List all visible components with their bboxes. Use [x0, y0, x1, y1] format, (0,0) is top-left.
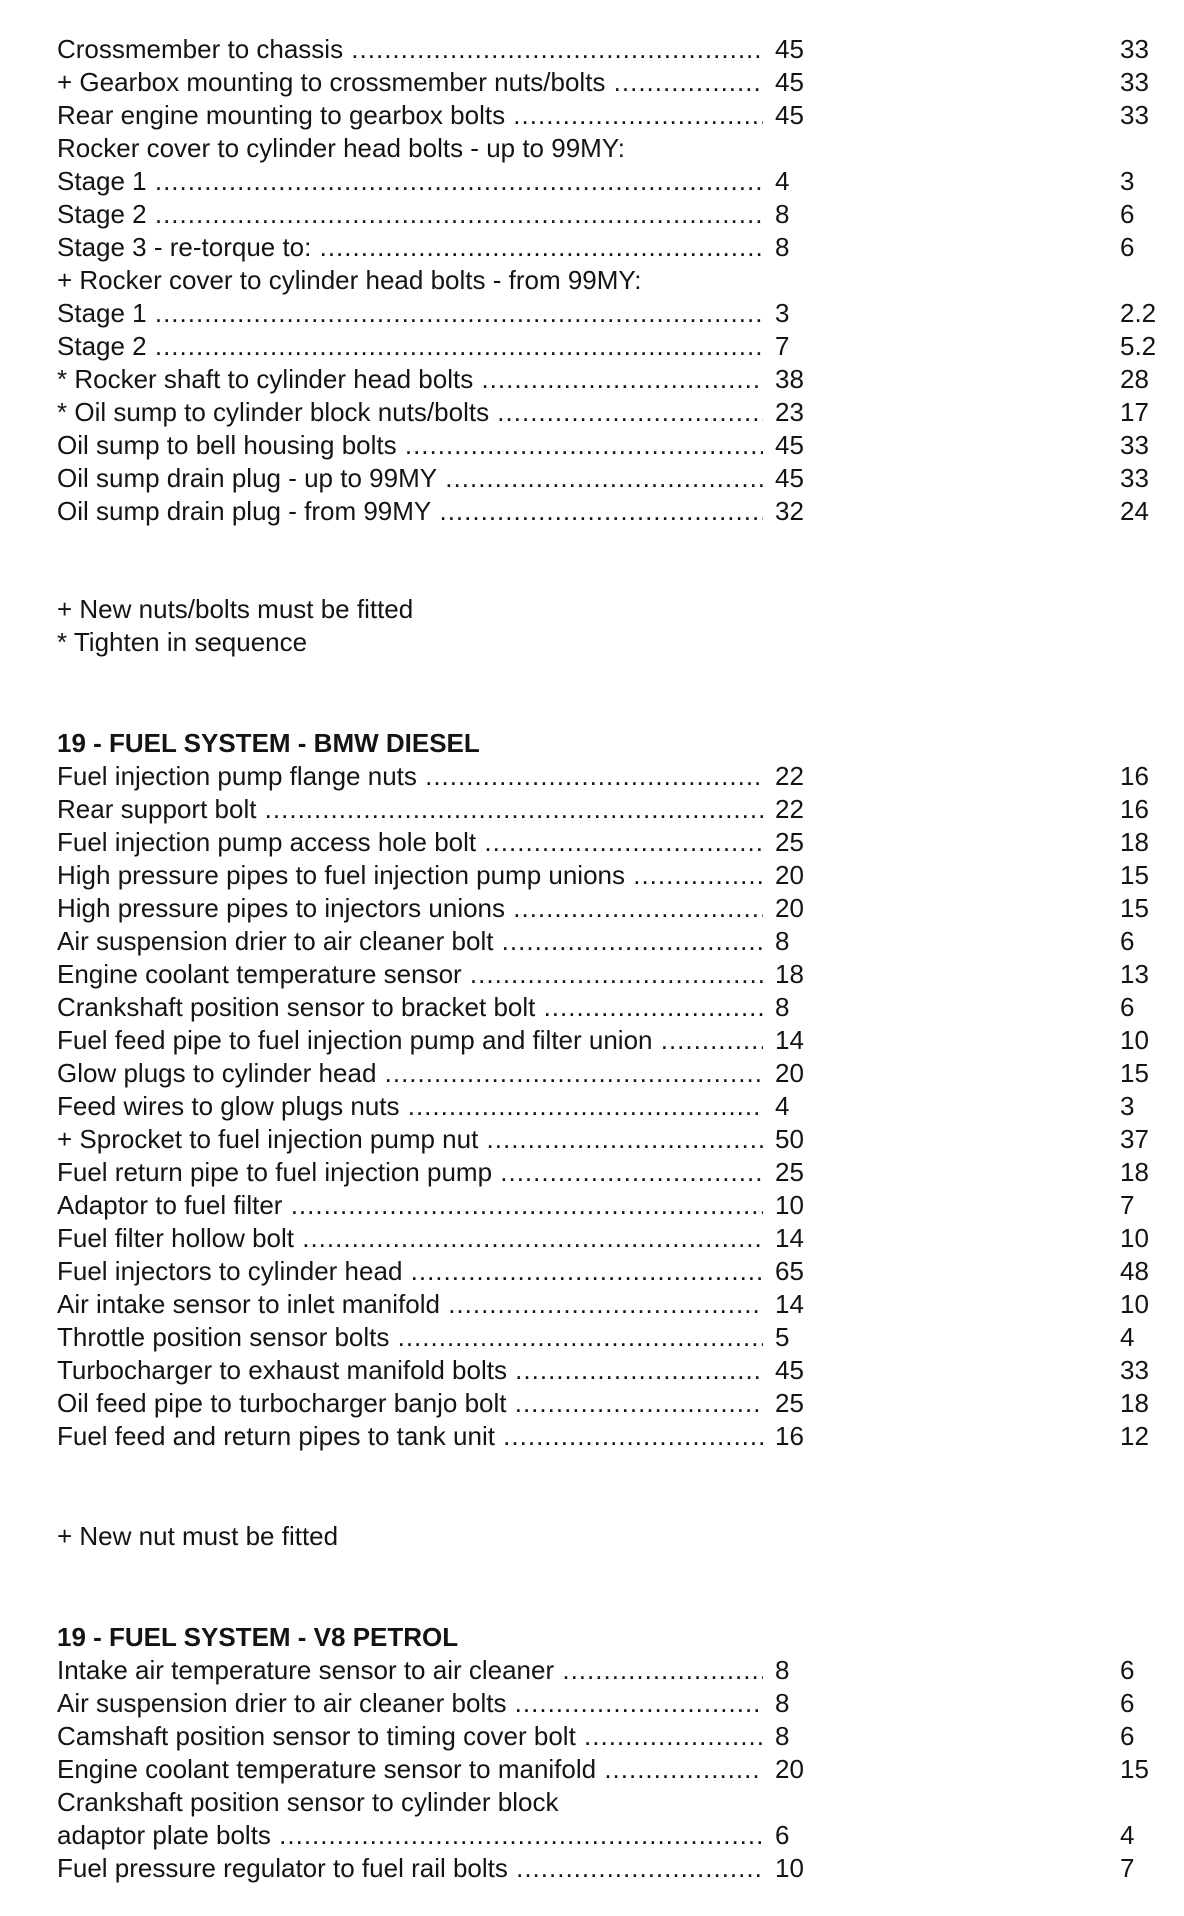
- torque-row: [57, 1024, 1157, 1057]
- torque-item-label: [57, 495, 763, 528]
- torque-value-nm: 8: [775, 1721, 790, 1751]
- torque-row: [57, 198, 1157, 231]
- torque-item-text: High pressure pipes to injectors unions: [57, 893, 506, 923]
- torque-value-nm: 45: [775, 67, 804, 97]
- torque-row: [57, 1387, 1157, 1420]
- torque-value-lbf: 37: [1120, 1124, 1149, 1154]
- torque-item-label: [57, 99, 763, 132]
- torque-item-text: + Gearbox mounting to crossmember nuts/bolts: [57, 67, 606, 97]
- torque-value-nm: 38: [775, 364, 804, 394]
- torque-row: [57, 363, 1157, 396]
- torque-item-label: [57, 1123, 763, 1156]
- torque-value-nm: 10: [775, 1190, 804, 1220]
- torque-row: [57, 826, 1157, 859]
- torque-value-nm: 23: [775, 397, 804, 427]
- torque-value-lbf: 6: [1120, 232, 1135, 262]
- torque-value-lbf: 6: [1120, 199, 1135, 229]
- torque-value-nm: 20: [775, 893, 804, 923]
- torque-item-text: Oil sump drain plug - from 99MY: [57, 496, 432, 526]
- torque-value-lbf: 28: [1120, 364, 1149, 394]
- torque-row: [57, 1420, 1157, 1453]
- torque-row: [57, 1123, 1157, 1156]
- torque-value-nm: 6: [775, 1820, 790, 1850]
- torque-item-label: [57, 66, 763, 99]
- torque-item-label: [57, 1852, 763, 1885]
- torque-item-text: Fuel injectors to cylinder head: [57, 1256, 403, 1286]
- torque-item-text: Rocker cover to cylinder head bolts - up to 99MY:: [57, 133, 625, 163]
- torque-item-text: Camshaft position sensor to timing cover bolt: [57, 1721, 576, 1751]
- torque-value-lbf: 33: [1120, 67, 1149, 97]
- torque-value-lbf: 4: [1120, 1322, 1135, 1352]
- torque-item-label: [57, 264, 763, 297]
- torque-row: [57, 1090, 1157, 1123]
- torque-item-label: [57, 1189, 763, 1222]
- torque-value-nm: 16: [775, 1421, 804, 1451]
- torque-value-nm: 14: [775, 1223, 804, 1253]
- torque-row: [57, 958, 1157, 991]
- torque-item-label: [57, 991, 763, 1024]
- torque-value-lbf: 16: [1120, 794, 1149, 824]
- torque-item-label: [57, 1819, 763, 1852]
- torque-item-label: [57, 826, 763, 859]
- torque-item-text: Throttle position sensor bolts: [57, 1322, 390, 1352]
- torque-item-text: Crossmember to chassis: [57, 34, 344, 64]
- torque-value-lbf: 6: [1120, 1721, 1135, 1751]
- torque-row: [57, 1720, 1157, 1753]
- torque-value-lbf: 13: [1120, 959, 1149, 989]
- torque-item-label: [57, 198, 763, 231]
- torque-value-nm: 3: [775, 298, 790, 328]
- torque-item-text: Fuel return pipe to fuel injection pump: [57, 1157, 493, 1187]
- torque-value-lbf: 12: [1120, 1421, 1149, 1451]
- torque-value-nm: 25: [775, 1388, 804, 1418]
- torque-item-label: [57, 1654, 763, 1687]
- torque-item-text: Stage 2: [57, 199, 147, 229]
- torque-row: [57, 264, 1157, 297]
- torque-item-label: [57, 1288, 763, 1321]
- torque-value-lbf: 7: [1120, 1190, 1135, 1220]
- torque-row: [57, 1288, 1157, 1321]
- torque-item-text: Stage 1: [57, 166, 147, 196]
- torque-value-lbf: 33: [1120, 34, 1149, 64]
- torque-value-nm: 7: [775, 331, 790, 361]
- torque-item-label: [57, 793, 763, 826]
- torque-item-label: [57, 1786, 763, 1819]
- torque-value-lbf: 10: [1120, 1289, 1149, 1319]
- torque-item-text: Crankshaft position sensor to bracket bolt: [57, 992, 536, 1022]
- torque-value-nm: 8: [775, 1655, 790, 1685]
- torque-item-label: [57, 892, 763, 925]
- torque-item-text: Fuel pressure regulator to fuel rail bolts: [57, 1853, 508, 1883]
- torque-item-text: Fuel filter hollow bolt: [57, 1223, 294, 1253]
- torque-row: [57, 462, 1157, 495]
- torque-row: [57, 1321, 1157, 1354]
- torque-item-text: Engine coolant temperature sensor to manifold: [57, 1754, 597, 1784]
- torque-value-nm: 20: [775, 1058, 804, 1088]
- torque-item-text: Fuel injection pump flange nuts: [57, 761, 417, 791]
- torque-value-lbf: 6: [1120, 992, 1135, 1022]
- torque-item-text: Air suspension drier to air cleaner bolts: [57, 1688, 507, 1718]
- torque-item-text: Engine coolant temperature sensor: [57, 959, 462, 989]
- torque-item-label: [57, 760, 763, 793]
- torque-value-nm: 45: [775, 463, 804, 493]
- torque-row: [57, 99, 1157, 132]
- torque-item-label: [57, 1024, 763, 1057]
- torque-item-text: Air intake sensor to inlet manifold: [57, 1289, 440, 1319]
- torque-item-label: [57, 297, 763, 330]
- torque-row: [57, 1354, 1157, 1387]
- torque-item-label: [57, 1387, 763, 1420]
- torque-item-text: Adaptor to fuel filter: [57, 1190, 283, 1220]
- torque-item-label: [57, 958, 763, 991]
- torque-value-nm: 25: [775, 1157, 804, 1187]
- torque-value-nm: 45: [775, 430, 804, 460]
- torque-value-lbf: 17: [1120, 397, 1149, 427]
- torque-row: [57, 1255, 1157, 1288]
- torque-row: [57, 231, 1157, 264]
- torque-value-lbf: 48: [1120, 1256, 1149, 1286]
- torque-item-label: [57, 1255, 763, 1288]
- torque-value-lbf: 15: [1120, 1754, 1149, 1784]
- torque-item-label: [57, 165, 763, 198]
- torque-row: [57, 33, 1157, 66]
- torque-row: [57, 991, 1157, 1024]
- torque-row: [57, 429, 1157, 462]
- torque-value-nm: 20: [775, 1754, 804, 1784]
- torque-row: [57, 1819, 1157, 1852]
- torque-item-label: [57, 33, 763, 66]
- torque-item-text: Rear engine mounting to gearbox bolts: [57, 100, 506, 130]
- torque-row: [57, 1786, 1157, 1819]
- torque-value-nm: 22: [775, 761, 804, 791]
- torque-item-text: Oil sump to bell housing bolts: [57, 430, 397, 460]
- torque-value-nm: 18: [775, 959, 804, 989]
- torque-value-lbf: 15: [1120, 893, 1149, 923]
- torque-value-lbf: 3: [1120, 1091, 1135, 1121]
- torque-value-lbf: 4: [1120, 1820, 1135, 1850]
- torque-item-label: [57, 1354, 763, 1387]
- torque-row: [57, 925, 1157, 958]
- torque-row: [57, 1057, 1157, 1090]
- torque-row: [57, 760, 1157, 793]
- torque-row: [57, 1654, 1157, 1687]
- torque-row: [57, 1189, 1157, 1222]
- torque-value-nm: 45: [775, 100, 804, 130]
- torque-row: [57, 330, 1157, 363]
- torque-item-label: [57, 132, 763, 165]
- torque-value-lbf: 18: [1120, 1388, 1149, 1418]
- torque-item-text: Intake air temperature sensor to air cleaner: [57, 1655, 555, 1685]
- torque-value-lbf: 33: [1120, 100, 1149, 130]
- torque-value-lbf: 24: [1120, 496, 1149, 526]
- torque-item-label: [57, 1057, 763, 1090]
- torque-item-text: Fuel feed pipe to fuel injection pump and filter union: [57, 1025, 653, 1055]
- torque-value-nm: 8: [775, 232, 790, 262]
- torque-value-lbf: 33: [1120, 463, 1149, 493]
- torque-value-lbf: 16: [1120, 761, 1149, 791]
- torque-item-label: [57, 1687, 763, 1720]
- torque-item-text: Feed wires to glow plugs nuts: [57, 1091, 400, 1121]
- torque-item-label: [57, 859, 763, 892]
- torque-value-lbf: 10: [1120, 1223, 1149, 1253]
- torque-item-text: Turbocharger to exhaust manifold bolts: [57, 1355, 507, 1385]
- torque-value-lbf: 15: [1120, 1058, 1149, 1088]
- torque-item-text: * Rocker shaft to cylinder head bolts: [57, 364, 474, 394]
- torque-value-nm: 4: [775, 166, 790, 196]
- torque-value-lbf: 6: [1120, 1655, 1135, 1685]
- torque-item-text: Stage 3 - re-torque to:: [57, 232, 312, 262]
- torque-item-label: [57, 429, 763, 462]
- torque-row: [57, 1852, 1157, 1885]
- footnote: * Tighten in sequence: [57, 627, 308, 657]
- torque-item-text: Oil feed pipe to turbocharger banjo bolt: [57, 1388, 507, 1418]
- torque-item-text: Glow plugs to cylinder head: [57, 1058, 377, 1088]
- torque-value-lbf: 7: [1120, 1853, 1135, 1883]
- torque-value-lbf: 18: [1120, 827, 1149, 857]
- torque-value-lbf: 33: [1120, 1355, 1149, 1385]
- torque-value-nm: 22: [775, 794, 804, 824]
- torque-value-lbf: 2.2: [1120, 298, 1157, 328]
- torque-item-label: [57, 330, 763, 363]
- footnote: + New nut must be fitted: [57, 1521, 339, 1551]
- torque-value-lbf: 10: [1120, 1025, 1149, 1055]
- torque-row: [57, 165, 1157, 198]
- torque-value-lbf: 6: [1120, 926, 1135, 956]
- torque-item-label: [57, 1222, 763, 1255]
- torque-item-label: [57, 1090, 763, 1123]
- torque-value-nm: 45: [775, 1355, 804, 1385]
- torque-value-nm: 20: [775, 860, 804, 890]
- torque-value-nm: 8: [775, 199, 790, 229]
- torque-value-lbf: 3: [1120, 166, 1135, 196]
- torque-item-text: Fuel injection pump access hole bolt: [57, 827, 477, 857]
- torque-value-nm: 8: [775, 992, 790, 1022]
- torque-value-nm: 45: [775, 34, 804, 64]
- torque-value-nm: 5: [775, 1322, 790, 1352]
- torque-item-text: + Sprocket to fuel injection pump nut: [57, 1124, 479, 1154]
- torque-item-text: Air suspension drier to air cleaner bolt: [57, 926, 494, 956]
- torque-item-text: + Rocker cover to cylinder head bolts - from 99MY:: [57, 265, 642, 295]
- torque-item-label: [57, 231, 763, 264]
- torque-item-text: Fuel feed and return pipes to tank unit: [57, 1421, 495, 1451]
- torque-value-lbf: 33: [1120, 430, 1149, 460]
- torque-row: [57, 132, 1157, 165]
- torque-value-nm: 32: [775, 496, 804, 526]
- torque-row: [57, 1156, 1157, 1189]
- torque-value-nm: 8: [775, 1688, 790, 1718]
- torque-item-label: [57, 363, 763, 396]
- torque-item-label: [57, 925, 763, 958]
- torque-item-label: [57, 462, 763, 495]
- torque-value-nm: 4: [775, 1091, 790, 1121]
- torque-item-text: High pressure pipes to fuel injection pump unions: [57, 860, 626, 890]
- section-heading: 19 - FUEL SYSTEM - V8 PETROL: [57, 1622, 459, 1652]
- torque-row: [57, 297, 1157, 330]
- torque-value-nm: 10: [775, 1853, 804, 1883]
- torque-value-nm: 50: [775, 1124, 804, 1154]
- section-heading: 19 - FUEL SYSTEM - BMW DIESEL: [57, 728, 480, 758]
- torque-value-nm: 8: [775, 926, 790, 956]
- footnote: + New nuts/bolts must be fitted: [57, 594, 414, 624]
- torque-row: [57, 892, 1157, 925]
- torque-value-nm: 14: [775, 1025, 804, 1055]
- torque-row: [57, 1753, 1157, 1786]
- torque-item-label: [57, 396, 763, 429]
- torque-item-label: [57, 1720, 763, 1753]
- torque-item-text: * Oil sump to cylinder block nuts/bolts: [57, 397, 490, 427]
- torque-value-lbf: 18: [1120, 1157, 1149, 1187]
- torque-value-lbf: 5.2: [1120, 331, 1157, 361]
- torque-item-text: Stage 2: [57, 331, 147, 361]
- torque-item-text: Rear support bolt: [57, 794, 257, 824]
- torque-item-text: Stage 1: [57, 298, 147, 328]
- torque-value-nm: 65: [775, 1256, 804, 1286]
- torque-item-text: adaptor plate bolts: [57, 1820, 271, 1850]
- torque-item-label: [57, 1753, 763, 1786]
- torque-value-nm: 14: [775, 1289, 804, 1319]
- torque-item-label: [57, 1156, 763, 1189]
- torque-row: [57, 1687, 1157, 1720]
- torque-item-label: [57, 1420, 763, 1453]
- torque-value-lbf: 15: [1120, 860, 1149, 890]
- torque-row: [57, 396, 1157, 429]
- torque-row: [57, 495, 1157, 528]
- torque-item-text: Oil sump drain plug - up to 99MY: [57, 463, 438, 493]
- torque-value-nm: 25: [775, 827, 804, 857]
- torque-item-label: [57, 1321, 763, 1354]
- torque-row: [57, 1222, 1157, 1255]
- torque-item-text: Crankshaft position sensor to cylinder block: [57, 1787, 559, 1817]
- torque-row: [57, 66, 1157, 99]
- torque-row: [57, 859, 1157, 892]
- torque-value-lbf: 6: [1120, 1688, 1135, 1718]
- torque-row: [57, 793, 1157, 826]
